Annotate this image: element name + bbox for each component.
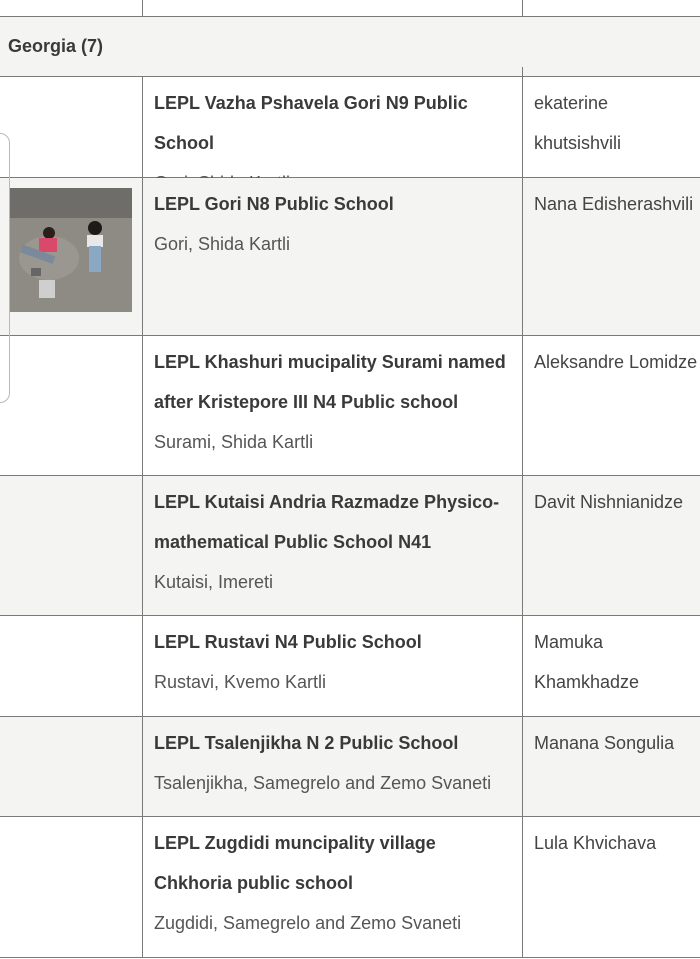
school-cell	[142, 336, 522, 475]
side-scroll-handle[interactable]	[0, 133, 10, 403]
photo-cell	[0, 817, 142, 957]
school-cell	[142, 77, 522, 177]
table-row	[0, 476, 700, 616]
contact-cell: Nana Edisherashvili	[522, 168, 700, 335]
school-cell	[142, 717, 522, 816]
school-location: Gori, Shida Kartli	[154, 234, 291, 254]
table-row	[0, 336, 700, 476]
table-row	[0, 616, 700, 717]
school-cell	[142, 476, 522, 615]
photo-cell	[0, 77, 142, 177]
table-row	[0, 77, 700, 178]
contact-cell: Mamuka Khamkhadze	[522, 606, 642, 716]
table-row	[0, 717, 700, 817]
previous-row-end	[0, 0, 700, 17]
table-row	[0, 817, 700, 958]
contact-cell: Aleksandre Lomidze	[522, 326, 700, 475]
school-photo[interactable]	[9, 188, 132, 312]
photo-cell	[0, 336, 142, 475]
photo-cell	[0, 178, 142, 335]
school-name-link[interactable]: LEPL Khashuri mucipality Surami named after Kristepore III N4 Public school	[154, 352, 506, 412]
school-name-link[interactable]: LEPL Kutaisi Andria Razmadze Physico-mathematical Public School N41	[154, 492, 500, 552]
school-cell	[142, 616, 522, 716]
contact-cell: Lula Khvichava	[522, 807, 700, 957]
table-row	[0, 178, 700, 336]
school-name-link[interactable]: LEPL Tsalenjikha N 2 Public School	[154, 733, 459, 753]
school-name-link[interactable]: LEPL Vazha Pshavela Gori N9 Public School	[154, 93, 468, 153]
group-title: Georgia (7)	[8, 36, 104, 56]
school-cell	[142, 817, 522, 957]
school-location: Kutaisi, Imereti	[154, 572, 274, 592]
school-location: Tsalenjikha, Samegrelo and Zemo Svaneti	[154, 773, 492, 793]
school-name-link[interactable]: LEPL Zugdidi muncipality village Chkhoria public school	[154, 833, 436, 893]
school-name-link[interactable]: LEPL Rustavi N4 Public School	[154, 632, 422, 652]
photo-cell	[0, 616, 142, 716]
school-location: Rustavi, Kvemo Kartli	[154, 672, 327, 692]
school-cell	[142, 178, 522, 335]
contact-cell: ekaterine khutsishvili	[522, 67, 672, 177]
photo-cell	[0, 717, 142, 816]
school-name-link[interactable]: LEPL Gori N8 Public School	[154, 194, 394, 214]
school-location: Zugdidi, Samegrelo and Zemo Svaneti	[154, 913, 462, 933]
contact-cell: Davit Nishnianidze	[522, 466, 700, 615]
contact-cell: Manana Songulia	[522, 707, 700, 816]
school-location: Surami, Shida Kartli	[154, 432, 314, 452]
photo-cell	[0, 476, 142, 615]
